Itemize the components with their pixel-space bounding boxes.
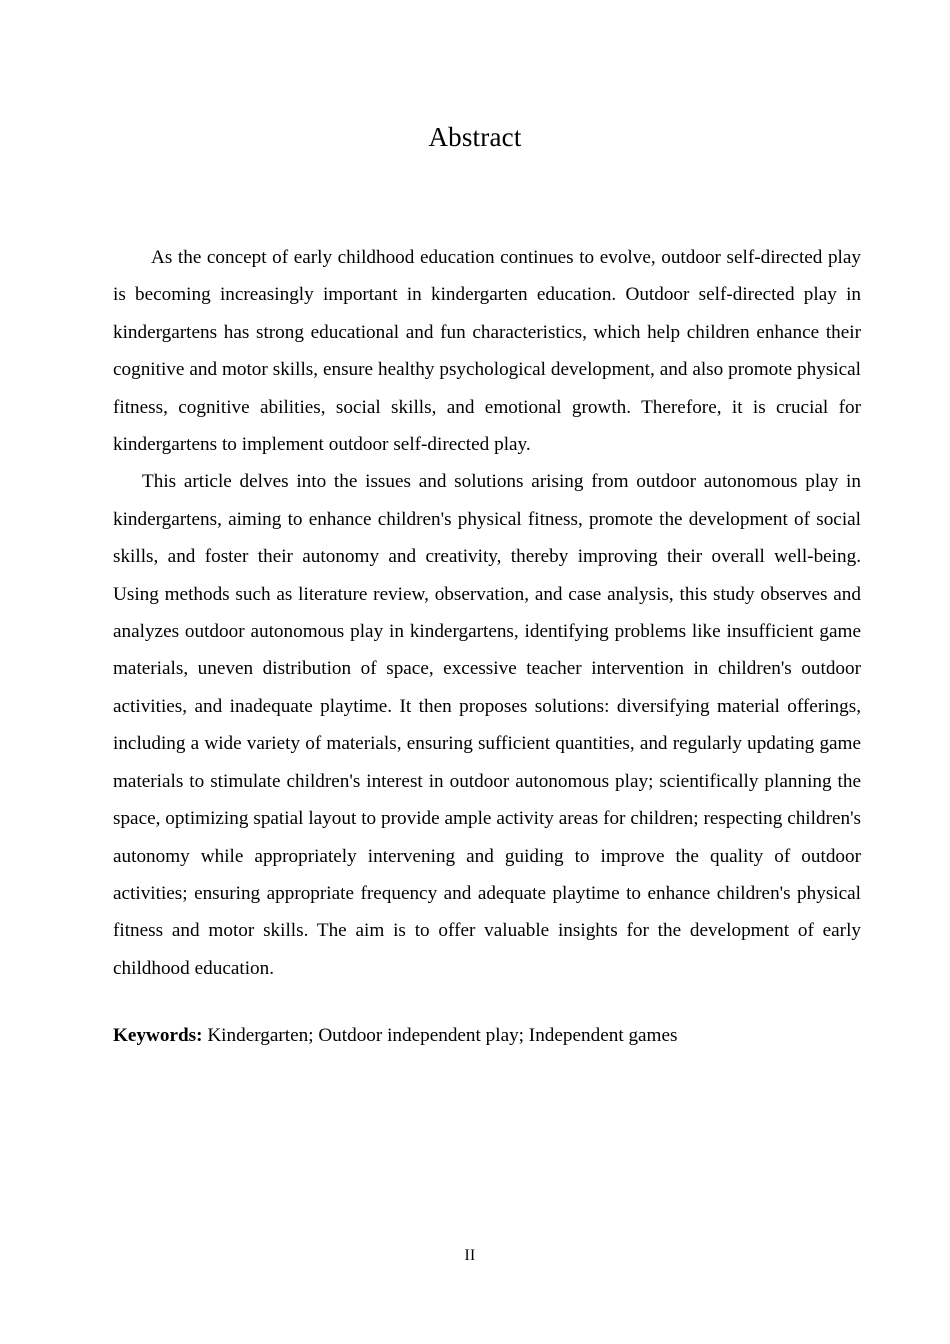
page-title: Abstract — [428, 122, 522, 152]
abstract-body — [113, 239, 861, 987]
abstract-paragraph-1: As the concept of early childhood education continues to evolve, outdoor self-directed play is becoming increasingly important in kindergarten education. Outdoor self-directed play in kindergartens has strong educational and fun characteristics, which help children enhance their cognitive and motor skills, ensure healthy psychological development, and also promote physical fitness, cognitive abilities, social skills, and emotional growth. Therefore, it is crucial for kindergartens to implement outdoor self-directed play. — [113, 247, 861, 456]
abstract-paragraph-2: This article delves into the issues and solutions arising from outdoor autonomous play in kindergartens, aiming to enhance children's physical fitness, promote the development of social skills, and foster their autonomy and creativity, thereby improving their overall well-being. Using methods such as literature review, observation, and case analysis, this study observes and analyzes outdoor autonomous play in kindergartens, identifying problems like insufficient game materials, uneven distribution of space, excessive teacher intervention in children's outdoor activities, and inadequate playtime. It then proposes solutions: diversifying material offerings, including a wide variety of materials, ensuring sufficient quantities, and regularly updating game materials to stimulate children's interest in outdoor autonomous play; scientifically planning the space, optimizing spatial layout to provide ample activity areas for children; respecting children's autonomy while appropriately intervening and guiding to improve the quality of outdoor activities; ensuring appropriate frequency and adequate playtime to enhance children's physical fitness and motor skills. The aim is to offer valuable insights for the development of early childhood education. — [113, 471, 861, 979]
page-number: II — [464, 1247, 476, 1264]
keywords-label: Keywords: — [113, 1025, 203, 1046]
keywords-section — [113, 1021, 861, 1051]
keywords-value: Kindergarten; Outdoor independent play; Independent games — [207, 1025, 678, 1046]
